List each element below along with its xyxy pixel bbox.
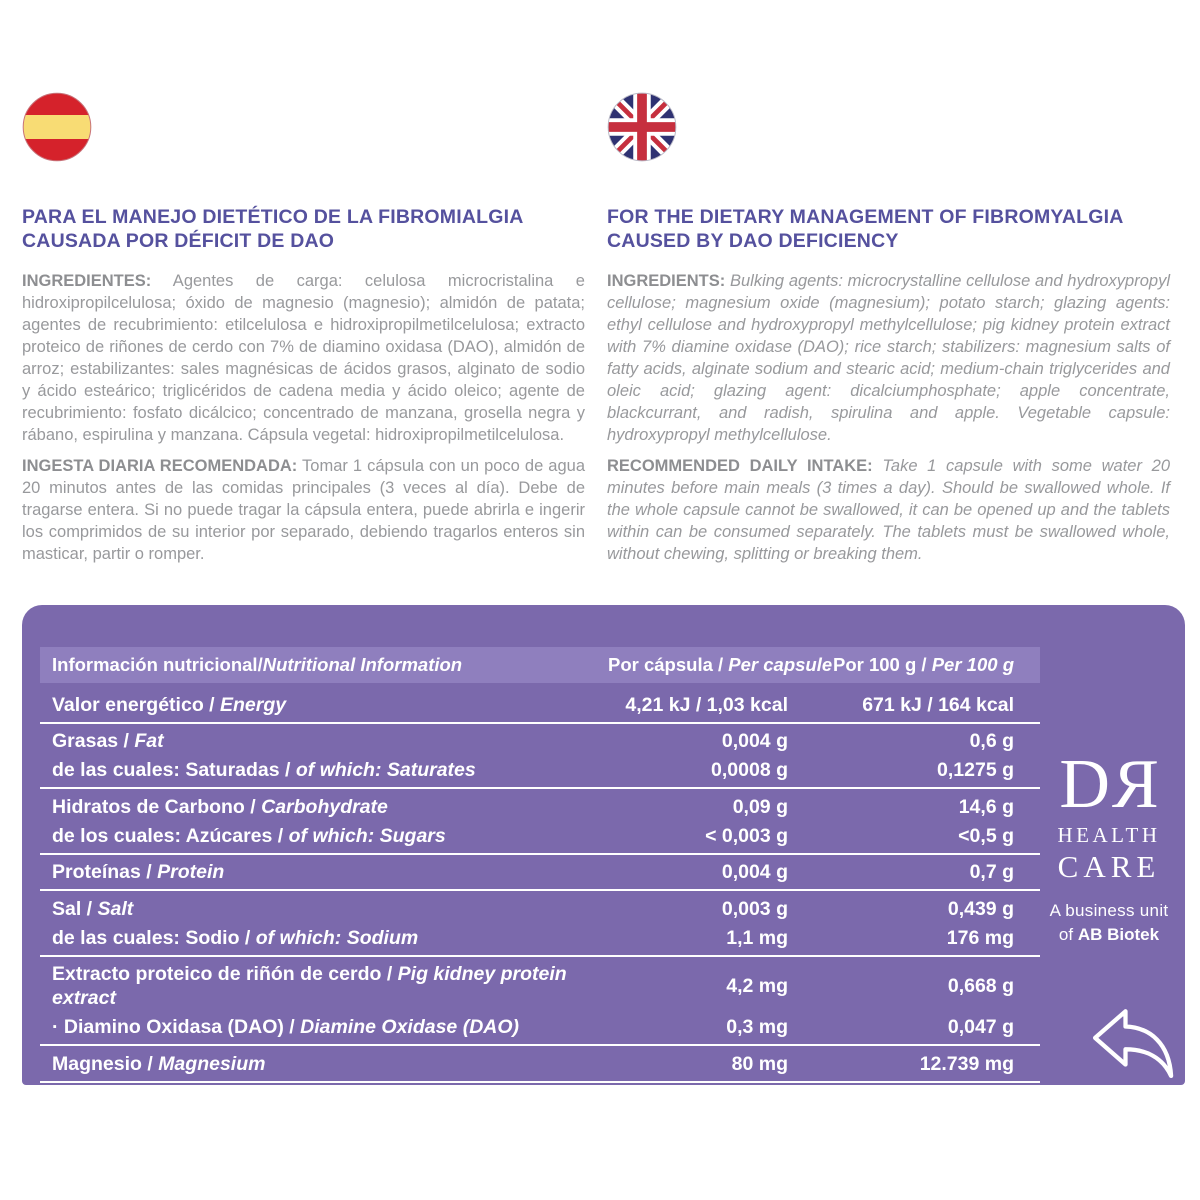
table-row	[40, 756, 1040, 790]
english-intake	[607, 455, 1170, 565]
english-heading: FOR THE DIETARY MANAGEMENT OF FIBROMYALGIA CAUSED BY DAO DEFICIENCY	[607, 206, 1123, 252]
spanish-intake-text: Tomar 1 cápsula con un poco de agua 20 minutos antes de las comidas principales (3 veces al día). Debe de tragarse entera. Si no puede tragar la cápsula entera, puede abrirla e ingerir los comprimidos de su interior por separado, debiendo tragarlos enteros sin masticar, partir o romper.	[22, 456, 585, 563]
row-label: Proteínas / Protein	[52, 861, 225, 883]
spanish-heading: PARA EL MANEJO DIETÉTICO DE LA FIBROMIALGIA CAUSADA POR DÉFICIT DE DAO	[22, 206, 523, 252]
row-label: Hidratos de Carbono / Carbohydrate	[52, 795, 388, 818]
nutrition-table-body	[40, 690, 1040, 1083]
row-label: de las cuales: Saturadas / of which: Saturates	[52, 759, 476, 781]
table-row	[40, 727, 1040, 756]
nutrition-table	[40, 647, 1040, 1086]
logo-tagline-2: of AB Biotek	[1058, 925, 1160, 944]
english-ingredients-text: Bulking agents: microcrystalline cellulose and hydroxypropyl cellulose; magnesium oxide (magnesium); potato starch; glazing agents: ethyl cellulose and hydroxypropyl methylcellulose; pig kidney protein extract with 7% diamine oxidase (DAO); rice starch; stabilizers: magnesium salts of fatty acids, alginate sodium and stearic acid; medium-chain triglycerides and oleic acid; glazing agent: dicalciumphosphate; apple concentrate, blackcurrant, and radish, spirulina and apple. Vegetable capsule: hydroxypropyl methylcellulose.	[607, 271, 1170, 444]
spanish-intake	[22, 455, 585, 565]
logo-tagline-1: A business unit	[1049, 901, 1169, 920]
spanish-ingredients-text: Agentes de carga: celulosa microcristalina e hidroxipropilcelulosa; óxido de magnesio (magnesio); almidón de patata; agentes de recubrimiento: etilcelulosa e hidroxipropilmetilcelulosa; extracto proteico de riñones de cerdo con 7% de diamino oxidasa (DAO), almidón de arroz; estabilizantes: sales magnésicas de ácidos grasos, alginato de sodio y ácido esteárico; triglicéridos de cadena media y ácido oleico; agente de recubrimiento: fosfato dicálcico; concentrado de manzana, grosella negra y rábano, espirulina y manzana. Cápsula vegetal: hidroxipropilmetilcelulosa.	[22, 271, 585, 444]
row-per-capsule: 4,2 mg	[726, 975, 788, 997]
row-per-100g: 176 mg	[946, 926, 1014, 949]
english-intake-label: RECOMMENDED DAILY INTAKE:	[607, 456, 873, 475]
row-label: Extracto proteico de riñón de cerdo / Pig kidney protein extract	[52, 963, 567, 1009]
brand-logo	[1044, 746, 1174, 945]
row-per-capsule: 0,09 g	[732, 795, 788, 818]
row-per-100g: 0,668 g	[947, 975, 1014, 997]
header-info: Información nutricional/Nutritional Information	[52, 654, 463, 675]
row-per-100g: <0,5 g	[958, 824, 1014, 847]
table-row	[40, 1013, 1040, 1047]
table-row	[40, 1049, 1040, 1083]
english-ingredients	[607, 270, 1170, 446]
english-intake-text: Take 1 capsule with some water 20 minutes before main meals (3 times a day). Should be swallowed whole. If the whole capsule cannot be swallowed, it can be opened up and the tablets within can be consumed separately. The tablets must be swallowed whole, without chewing, splitting or breaking them.	[607, 456, 1170, 563]
logo-care-text: CARE	[1057, 849, 1161, 884]
row-label: de los cuales: Azúcares / of which: Sugars	[52, 824, 446, 847]
logo-health-text: HEALTH	[1057, 823, 1161, 847]
row-per-100g: 14,6 g	[958, 795, 1014, 818]
logo-dr-letters: DR	[1059, 746, 1159, 823]
row-label: · Diamino Oxidasa (DAO) / Diamine Oxidase (DAO)	[52, 1016, 520, 1038]
table-row	[40, 960, 1040, 1013]
row-per-100g: 671 kJ / 164 kcal	[862, 693, 1014, 716]
row-per-capsule: 4,21 kJ / 1,03 kcal	[625, 693, 788, 716]
spanish-column	[22, 88, 585, 565]
row-label: de las cuales: Sodio / of which: Sodium	[52, 926, 419, 949]
row-per-100g: 0,7 g	[969, 861, 1014, 883]
nutrition-table-header	[40, 647, 1040, 683]
row-label: Grasas / Fat	[52, 730, 164, 752]
row-per-capsule: 0,004 g	[721, 730, 788, 752]
row-per-capsule: 80 mg	[731, 1052, 788, 1075]
row-label: Magnesio / Magnesium	[52, 1052, 266, 1075]
english-column	[607, 88, 1170, 565]
row-per-capsule: 1,1 mg	[726, 926, 788, 949]
table-row	[40, 821, 1040, 855]
spanish-ingredients	[22, 270, 585, 446]
row-per-capsule: 0,0008 g	[711, 759, 788, 781]
table-row	[40, 923, 1040, 957]
table-row	[40, 894, 1040, 923]
table-row	[40, 858, 1040, 892]
row-per-capsule: 0,004 g	[721, 861, 788, 883]
row-per-100g: 0,047 g	[947, 1016, 1014, 1038]
row-per-capsule: 0,003 g	[721, 897, 788, 920]
header-per-capsule: Por cápsula / Per capsule	[608, 654, 833, 675]
english-ingredients-label: INGREDIENTS:	[607, 271, 726, 290]
spain-flag-icon	[22, 88, 585, 206]
nutrition-panel	[22, 605, 1185, 1085]
header-per-100g: Por 100 g / Per 100 g	[833, 654, 1014, 675]
spanish-intake-label: INGESTA DIARIA RECOMENDADA:	[22, 456, 298, 475]
row-per-100g: 0,6 g	[969, 730, 1014, 752]
row-per-100g: 0,1275 g	[937, 759, 1014, 781]
row-per-capsule: 0,3 mg	[726, 1016, 788, 1038]
row-label: Sal / Salt	[52, 897, 134, 920]
row-per-100g: 0,439 g	[947, 897, 1014, 920]
uk-flag-icon	[607, 88, 1170, 206]
row-per-capsule: < 0,003 g	[705, 824, 788, 847]
table-row	[40, 792, 1040, 821]
back-arrow-icon	[1085, 998, 1185, 1098]
row-label: Valor energético / Energy	[52, 693, 287, 716]
row-per-100g: 12.739 mg	[919, 1052, 1014, 1075]
table-row	[40, 690, 1040, 724]
spanish-ingredients-label: INGREDIENTES:	[22, 271, 152, 290]
